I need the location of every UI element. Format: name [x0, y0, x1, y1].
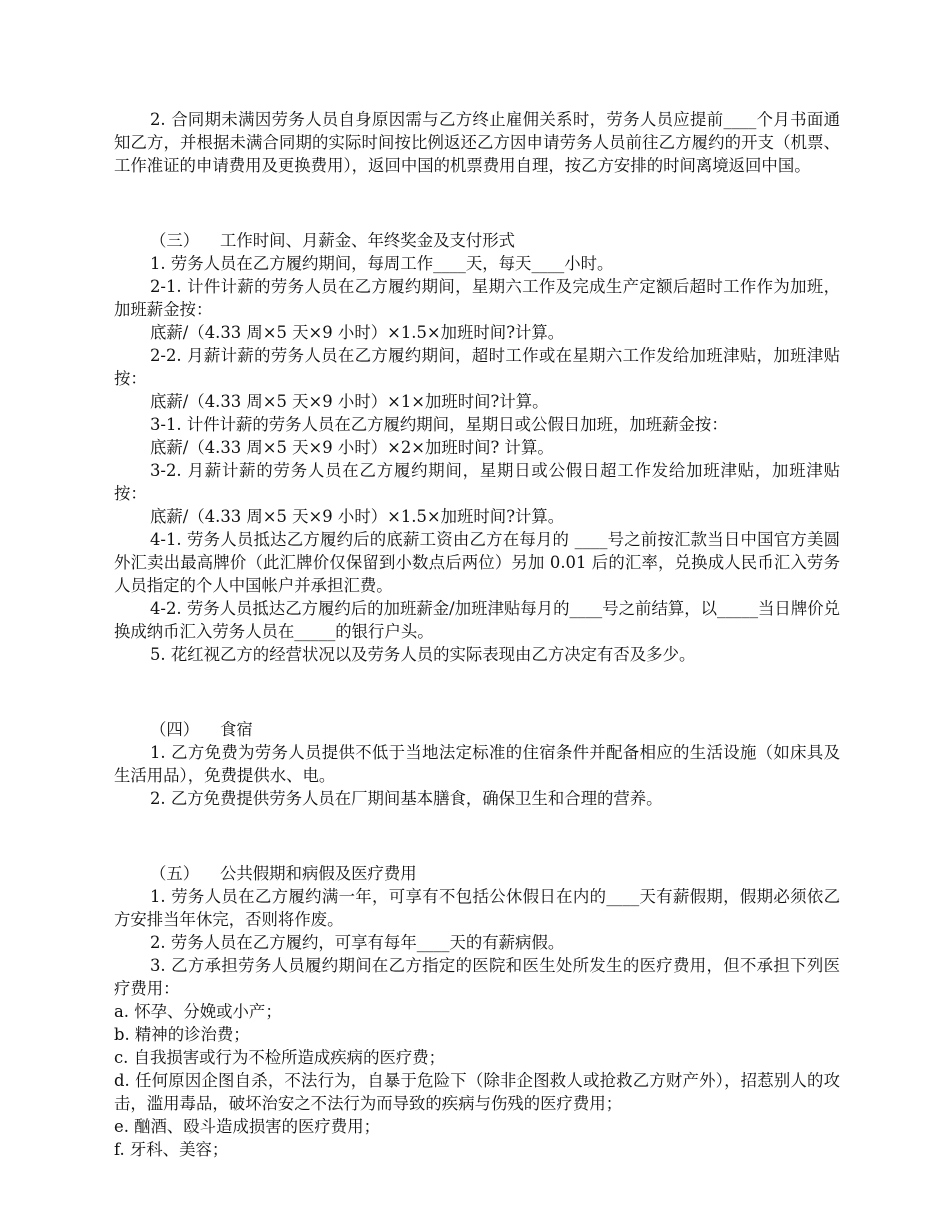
clause-3-1: 3-1. 计件计薪的劳务人员在乙方履约期间，星期日或公假日加班，加班薪金按：	[150, 415, 728, 434]
exclusion-item: c. 自我损害或行为不检所造成疾病的医疗费；	[114, 1048, 446, 1067]
exclusion-item: d. 任何原因企图自杀，不法行为，自暴于危险下（除非企图救人或抢救乙方财产外），招惹别人的攻击，滥用毒品，破坏治安之不法行为而导致的疾病与伤残的医疗费用；	[114, 1071, 840, 1113]
clause-2-2: 2-2. 月薪计薪的劳务人员在乙方履约期间，超时工作或在星期六工作发给加班津贴，加班津贴按：	[114, 346, 841, 388]
spacer	[114, 810, 840, 862]
spacer	[114, 177, 840, 229]
formula-2-1: 底薪/（4.33 周×5 天×9 小时）×1.5×加班时间?计算。	[150, 323, 565, 342]
section-heading-board-lodging: （四） 食宿	[150, 720, 253, 739]
document-page	[114, 108, 840, 1161]
clause-2-1: 2-1. 计件计薪的劳务人员在乙方履约期间，星期六工作及完成生产定额后超时工作作为加班，加班薪金按：	[114, 277, 841, 319]
formula-3-2: 底薪/（4.33 周×5 天×9 小时）×1.5×加班时间?计算。	[150, 507, 565, 526]
clause-meals: 2. 乙方免费提供劳务人员在厂期间基本膳食，确保卫生和合理的营养。	[150, 789, 663, 808]
clause-work-hours: 1. 劳务人员在乙方履约期间，每周工作____天，每天____小时。	[150, 254, 614, 273]
exclusion-item: f. 牙科、美容；	[114, 1140, 229, 1159]
exclusion-item: a. 怀孕、分娩或小产；	[114, 1002, 282, 1021]
clause-4-1: 4-1. 劳务人员抵达乙方履约后的底薪工资由乙方在每月的 ____号之前按汇款当日中国官方美圆外汇卖出最高牌价（此汇牌价仅保留到小数点后两位）另加 0.01 后的汇率，兑换成人民币汇入劳务人员指定的个人中国帐户并承担汇费。	[114, 530, 840, 595]
exclusion-item: b. 精神的诊治费；	[114, 1025, 250, 1044]
formula-2-2: 底薪/（4.33 周×5 天×9 小时）×1×加班时间?计算。	[150, 392, 549, 411]
clause-4-2: 4-2. 劳务人员抵达乙方履约后的加班薪金/加班津贴每月的____号之前结算，以_____当日牌价兑换成纳币汇入劳务人员在_____的银行户头。	[114, 599, 840, 641]
exclusion-item: e. 酗酒、殴斗造成损害的医疗费用；	[114, 1117, 380, 1136]
clause-lodging: 1. 乙方免费为劳务人员提供不低于当地法定标准的住宿条件并配备相应的生活设施（如床具及生活用品），免费提供水、电。	[114, 743, 840, 785]
formula-3-1: 底薪/（4.33 周×5 天×9 小时）×2×加班时间? 计算。	[150, 438, 554, 457]
clause-3-2: 3-2. 月薪计薪的劳务人员在乙方履约期间，星期日或公假日超工作发给加班津贴，加班津贴按：	[114, 461, 840, 503]
clause-sick-leave: 2. 劳务人员在乙方履约，可享有每年____天的有薪病假。	[150, 933, 565, 952]
spacer	[114, 666, 840, 718]
clause-paid-leave: 1. 劳务人员在乙方履约满一年，可享有不包括公休假日在内的____天有薪假期，假期必须依乙方安排当年休完，否则将作废。	[114, 887, 840, 929]
section-heading-work-hours: （三） 工作时间、月薪金、年终奖金及支付形式	[150, 231, 516, 250]
section-heading-holidays-medical: （五） 公共假期和病假及医疗费用	[150, 864, 417, 883]
paragraph-early-termination: 2. 合同期未满因劳务人员自身原因需与乙方终止雇佣关系时，劳务人员应提前____个月书面通知乙方，并根据未满合同期的实际时间按比例返还乙方因申请劳务人员前往乙方履约的开支（机票、工作准证的申请费用及更换费用），返回中国的机票费用自理，按乙方安排的时间离境返回中国。	[114, 110, 840, 175]
clause-medical-costs: 3. 乙方承担劳务人员履约期间在乙方指定的医院和医生处所发生的医疗费用，但不承担下列医疗费用：	[114, 956, 840, 998]
clause-bonus: 5. 花红视乙方的经营状况以及劳务人员的实际表现由乙方决定有否及多少。	[150, 645, 696, 664]
